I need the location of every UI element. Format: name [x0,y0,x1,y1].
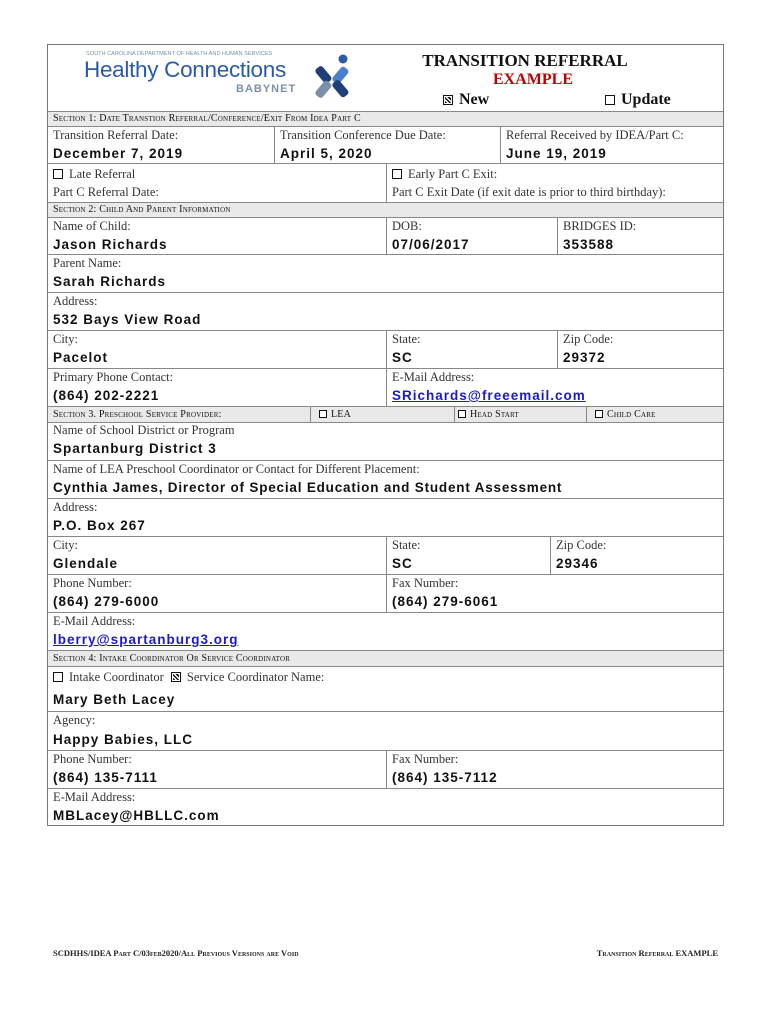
logo-mark-icon [314,54,354,100]
new-checkbox[interactable] [443,95,453,105]
bridges-cell[interactable] [557,218,723,254]
conference-date-label: Transition Conference Due Date: [280,128,446,142]
child-zip-label: Zip Code: [563,332,614,346]
footer-left: SCDHHS/IDEA Part C/03feb2020/All Previous Versions are Void [53,948,299,958]
child-zip-cell[interactable] [557,331,723,368]
section3-title: Section 3. Preschool Service Provider: [53,409,222,420]
child-state-value[interactable]: SC [392,350,413,365]
provider-state-value[interactable]: SC [392,556,413,571]
coordinator-row[interactable] [48,460,723,498]
provider-email-link[interactable]: lberry@spartanburg3.org [53,632,239,647]
coordinator-email-value[interactable]: MBLacey@HBLLC.com [53,808,220,823]
head-start-checkbox[interactable] [458,410,466,418]
update-label: Update [621,91,671,108]
agency-value[interactable]: Happy Babies, LLC [53,732,194,747]
child-state-label: State: [392,332,421,346]
child-city-row [48,330,723,368]
provider-address-value[interactable]: P.O. Box 267 [53,518,146,533]
district-label: Name of School District or Program [53,423,235,437]
received-date-label: Referral Received by IDEA/Part C: [506,128,684,142]
service-option[interactable] [171,670,324,684]
section1-title: Section 1: Date Transtion Referral/Conference/Exit From Idea Part C [53,113,361,124]
conference-date-cell[interactable] [274,127,500,163]
head-start-label: Head Start [470,409,519,420]
dob-cell[interactable] [386,218,557,254]
dob-value[interactable]: 07/06/2017 [392,237,470,252]
section3-header [48,406,723,422]
service-checkbox[interactable] [171,672,181,682]
child-address-value[interactable]: 532 Bays View Road [53,312,202,327]
coordinator-email-row[interactable] [48,788,723,826]
agency-line: SOUTH CAROLINA DEPARTMENT OF HEALTH AND HUMAN SERVICES [86,51,273,57]
provider-city-row [48,536,723,574]
provider-state-label: State: [392,538,421,552]
child-address-row[interactable] [48,292,723,330]
conference-date-value[interactable]: April 5, 2020 [280,146,373,161]
header-row [48,45,723,115]
primary-phone-label: Primary Phone Contact: [53,370,174,384]
late-referral-option[interactable] [53,167,135,182]
option-update[interactable] [605,91,671,109]
provider-email-label: E-Mail Address: [53,614,136,628]
provider-phone-row [48,574,723,612]
intake-option[interactable] [53,670,164,684]
coordinator-fax-label: Fax Number: [392,752,459,766]
section1-exit-row [48,163,723,202]
exit-date-label: Part C Exit Date (if exit date is prior to third birthday): [392,185,666,199]
referral-date-cell[interactable] [48,127,274,163]
provider-city-cell[interactable] [48,537,386,574]
service-coordinator-name[interactable]: Mary Beth Lacey [53,692,176,707]
parent-value[interactable]: Sarah Richards [53,274,167,289]
child-address-label: Address: [53,294,98,308]
early-exit-option[interactable] [392,167,497,182]
late-referral-cell [48,164,386,202]
child-care-checkbox[interactable] [595,410,603,418]
provider-phone-label: Phone Number: [53,576,132,590]
provider-zip-label: Zip Code: [556,538,607,552]
section4-title: Section 4: Intake Coordinator Or Service Coordinator [53,653,291,664]
parent-row[interactable] [48,254,723,292]
section1-dates-row [48,126,723,163]
primary-phone-value[interactable]: (864) 202-2221 [53,388,160,403]
provider-fax-label: Fax Number: [392,576,459,590]
received-date-value[interactable]: June 19, 2019 [506,146,607,161]
district-row[interactable] [48,422,723,460]
coordinator-fax-value[interactable]: (864) 135-7112 [392,770,498,785]
child-city-label: City: [53,332,79,346]
lea-option[interactable] [310,407,454,422]
update-checkbox[interactable] [605,95,615,105]
provider-email-row[interactable] [48,612,723,650]
parent-label: Parent Name: [53,256,122,270]
agency-label: Agency: [53,713,96,727]
child-row [48,217,723,254]
district-value[interactable]: Spartanburg District 3 [53,441,217,456]
parent-email-cell[interactable] [386,369,723,406]
form-title: TRANSITION REFERRAL [422,51,628,70]
coordinator-phone-label: Phone Number: [53,752,132,766]
referral-date-label: Transition Referral Date: [53,128,179,142]
coordinator-value[interactable]: Cynthia James, Director of Special Education and Student Assessment [53,480,563,495]
section1-header [48,111,723,126]
child-state-cell[interactable] [386,331,557,368]
early-exit-label: Early Part C Exit: [408,167,498,181]
coordinator-fax-cell[interactable] [386,751,723,788]
lea-label: LEA [331,409,352,420]
agency-logo [84,51,364,111]
bridges-value[interactable]: 353588 [563,237,615,252]
parent-email-label: E-Mail Address: [392,370,475,384]
service-coordinator-row [48,666,723,711]
head-start-option[interactable] [454,407,586,422]
section2-title: Section 2: Child And Parent Information [53,204,231,215]
child-contact-row [48,368,723,406]
part-c-referral-date-label: Part C Referral Date: [53,185,159,199]
child-name-cell[interactable] [48,218,386,254]
late-referral-label: Late Referral [69,167,136,181]
provider-phone-cell[interactable] [48,575,386,612]
coordinator-phone-cell[interactable] [48,751,386,788]
provider-zip-value[interactable]: 29346 [556,556,599,571]
new-label: New [459,91,490,108]
provider-address-row[interactable] [48,498,723,536]
provider-zip-cell[interactable] [550,537,723,574]
provider-phone-value[interactable]: (864) 279-6000 [53,594,160,609]
provider-fax-cell[interactable] [386,575,723,612]
received-date-cell[interactable] [500,127,723,163]
primary-phone-cell[interactable] [48,369,386,406]
child-care-label: Child Care [607,409,656,420]
transition-referral-form [47,44,724,826]
child-care-option[interactable] [586,407,723,422]
parent-email-link[interactable]: SRichards@freeemail.com [392,388,586,403]
logo-name: Healthy Connections [84,57,286,82]
child-name-label: Name of Child: [53,219,131,233]
example-label: EXAMPLE [493,71,573,88]
referral-date-value[interactable]: December 7, 2019 [53,146,184,161]
service-label: Service Coordinator Name: [186,670,325,684]
provider-address-label: Address: [53,500,98,514]
footer-right: Transition Referral EXAMPLE [596,948,718,958]
logo-sub: BABYNET [236,83,297,95]
coordinator-phone-row [48,750,723,788]
provider-fax-value[interactable]: (864) 279-6061 [392,594,499,609]
provider-state-cell[interactable] [386,537,550,574]
option-new[interactable] [443,91,489,109]
coordinator-label: Name of LEA Preschool Coordinator or Contact for Different Placement: [53,462,420,476]
early-exit-checkbox[interactable] [392,169,402,179]
section4-header [48,650,723,666]
child-name-value[interactable]: Jason Richards [53,237,168,252]
agency-row[interactable] [48,711,723,750]
child-city-value[interactable]: Pacelot [53,350,109,365]
coordinator-type-options [53,670,324,685]
dob-label: DOB: [392,219,422,233]
coordinator-email-label: E-Mail Address: [53,790,136,804]
coordinator-phone-value[interactable]: (864) 135-7111 [53,770,158,785]
child-zip-value[interactable]: 29372 [563,350,606,365]
provider-city-value[interactable]: Glendale [53,556,119,571]
lea-checkbox[interactable] [319,410,327,418]
intake-checkbox[interactable] [53,672,63,682]
section2-header [48,202,723,217]
intake-label: Intake Coordinator [69,670,164,684]
child-city-cell[interactable] [48,331,386,368]
early-exit-cell [386,164,723,202]
late-referral-checkbox[interactable] [53,169,63,179]
provider-city-label: City: [53,538,79,552]
bridges-label: BRIDGES ID: [563,219,637,233]
